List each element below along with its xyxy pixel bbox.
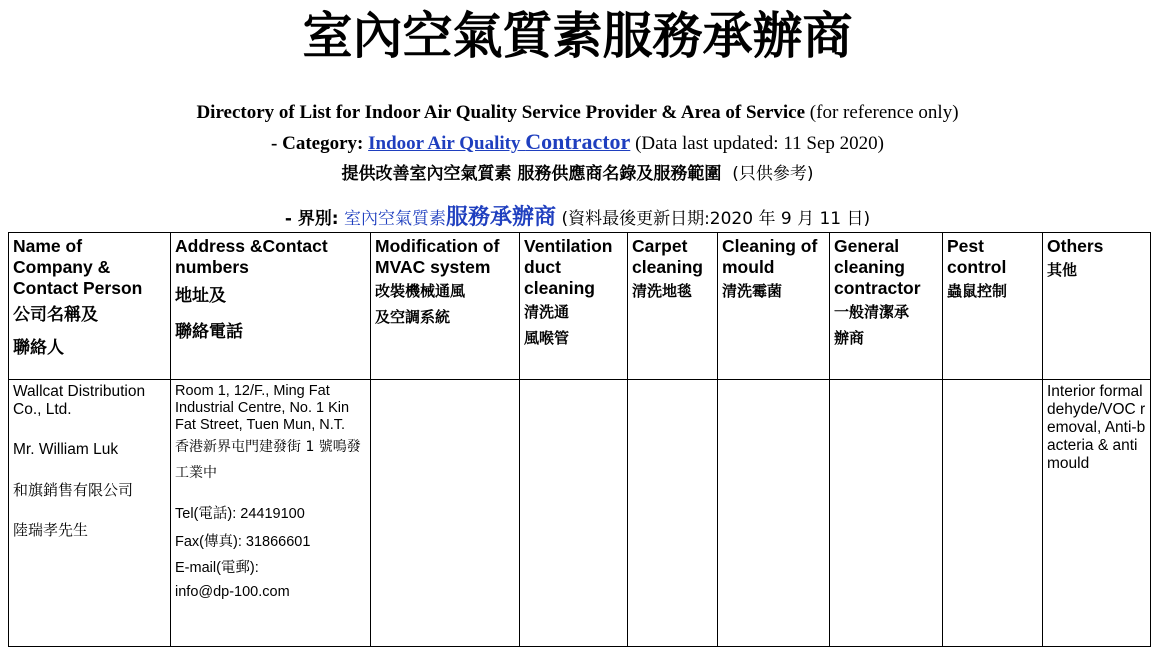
last-updated-note-zh: (資料最後更新日期:2020 年 9 月 11 日) (561, 209, 871, 229)
directory-title-zh: 提供改善室內空氣質素 服務供應商名錄及服務範圍 (341, 164, 722, 184)
reference-note-zh: (只供參考) (732, 164, 814, 184)
header-address-zh1: 地址及 (175, 286, 226, 306)
header-address (171, 233, 371, 380)
header-mould (718, 233, 830, 380)
header-others-zh1: 其他 (1047, 261, 1078, 279)
header-others (1043, 233, 1151, 380)
address-en: Room 1, 12/F., Ming Fat Industrial Centre, No. 1 Kin Fat Street, Tuen Mun, N.T. (175, 383, 350, 433)
fax-number: Fax(傳真): 31866601 (175, 534, 311, 550)
directory-heading-zh (0, 159, 1155, 184)
category-link[interactable] (368, 129, 631, 154)
header-carpet-en: Carpet cleaning (632, 236, 703, 277)
header-carpet-zh1: 清洗地毯 (632, 282, 693, 300)
header-company-zh1: 公司名稱及 (13, 305, 98, 325)
header-address-en: Address &Contact numbers (175, 236, 328, 277)
category-label-zh: - 界別: (284, 209, 339, 229)
header-address-zh2: 聯絡電話 (175, 322, 243, 342)
header-mvac-zh1: 改裝機械通風 (375, 282, 466, 300)
email-label: E-mail(電郵): (175, 560, 259, 576)
cell-address (171, 380, 371, 647)
cell-carpet (628, 380, 718, 647)
header-carpet (628, 233, 718, 380)
table-row (9, 380, 1151, 647)
email-address[interactable]: info@dp-100.com (175, 584, 290, 600)
provider-table (8, 232, 1151, 647)
header-duct-zh2: 風喉管 (524, 329, 570, 347)
cell-mvac (371, 380, 520, 647)
directory-title: Directory of List for Indoor Air Quality Service Provider & Area of Service (196, 102, 806, 123)
page-title: 室內空氣質素服務承辦商 (302, 7, 853, 65)
company-name-zh: 和旗銷售有限公司 (13, 481, 134, 499)
header-duct-en: Ventilation duct cleaning (524, 236, 613, 298)
last-updated-note: (Data last updated: 11 Sep 2020) (635, 133, 884, 154)
header-general-zh2: 辦商 (834, 329, 865, 347)
tel-number: Tel(電話): 24419100 (175, 506, 305, 522)
cell-general (830, 380, 943, 647)
directory-heading (0, 102, 1155, 124)
header-pest (943, 233, 1043, 380)
header-pest-zh1: 蟲鼠控制 (947, 282, 1008, 300)
header-duct (520, 233, 628, 380)
reference-note: (for reference only) (809, 102, 959, 123)
header-mvac-en: Modification of MVAC system (375, 236, 500, 277)
header-company-zh2: 聯絡人 (13, 338, 64, 358)
address-zh: 香港新界屯門建發街 1 號鳴發工業中 (175, 439, 361, 481)
header-mould-zh1: 清洗霉菌 (722, 282, 783, 300)
category-line (0, 129, 1155, 155)
category-link-zh-part2: 服務承辦商 (446, 205, 557, 230)
table-header-row (9, 233, 1151, 380)
category-link-part1: Indoor Air Quality (368, 133, 521, 154)
category-line-zh (0, 200, 1155, 231)
category-link-zh[interactable] (344, 205, 557, 230)
contact-name-en: Mr. William Luk (13, 441, 119, 458)
header-mvac (371, 233, 520, 380)
cell-company (9, 380, 171, 647)
cell-pest (943, 380, 1043, 647)
header-pest-en: Pest control (947, 236, 1007, 277)
header-mvac-zh2: 及空調系統 (375, 308, 451, 326)
header-general-zh1: 一般清潔承 (834, 303, 910, 321)
header-general (830, 233, 943, 380)
contact-name-zh: 陸瑞孝先生 (13, 521, 89, 539)
category-link-part2: Contractor (525, 129, 631, 154)
cell-duct (520, 380, 628, 647)
cell-mould (718, 380, 830, 647)
category-label: - Category: (271, 133, 364, 154)
header-others-en: Others (1047, 236, 1104, 256)
header-mould-en: Cleaning of mould (722, 236, 818, 277)
header-company-en: Name of Company & Contact Person (13, 236, 143, 298)
header-general-en: General cleaning contractor (834, 236, 921, 298)
company-name-en: Wallcat Distribution Co., Ltd. (13, 383, 146, 418)
category-link-zh-part1: 室內空氣質素 (344, 209, 447, 229)
header-duct-zh1: 清洗通 (524, 303, 570, 321)
header-company (9, 233, 171, 380)
cell-others: Interior formaldehyde/VOC removal, Anti-bacteria & antimould (1043, 380, 1151, 647)
